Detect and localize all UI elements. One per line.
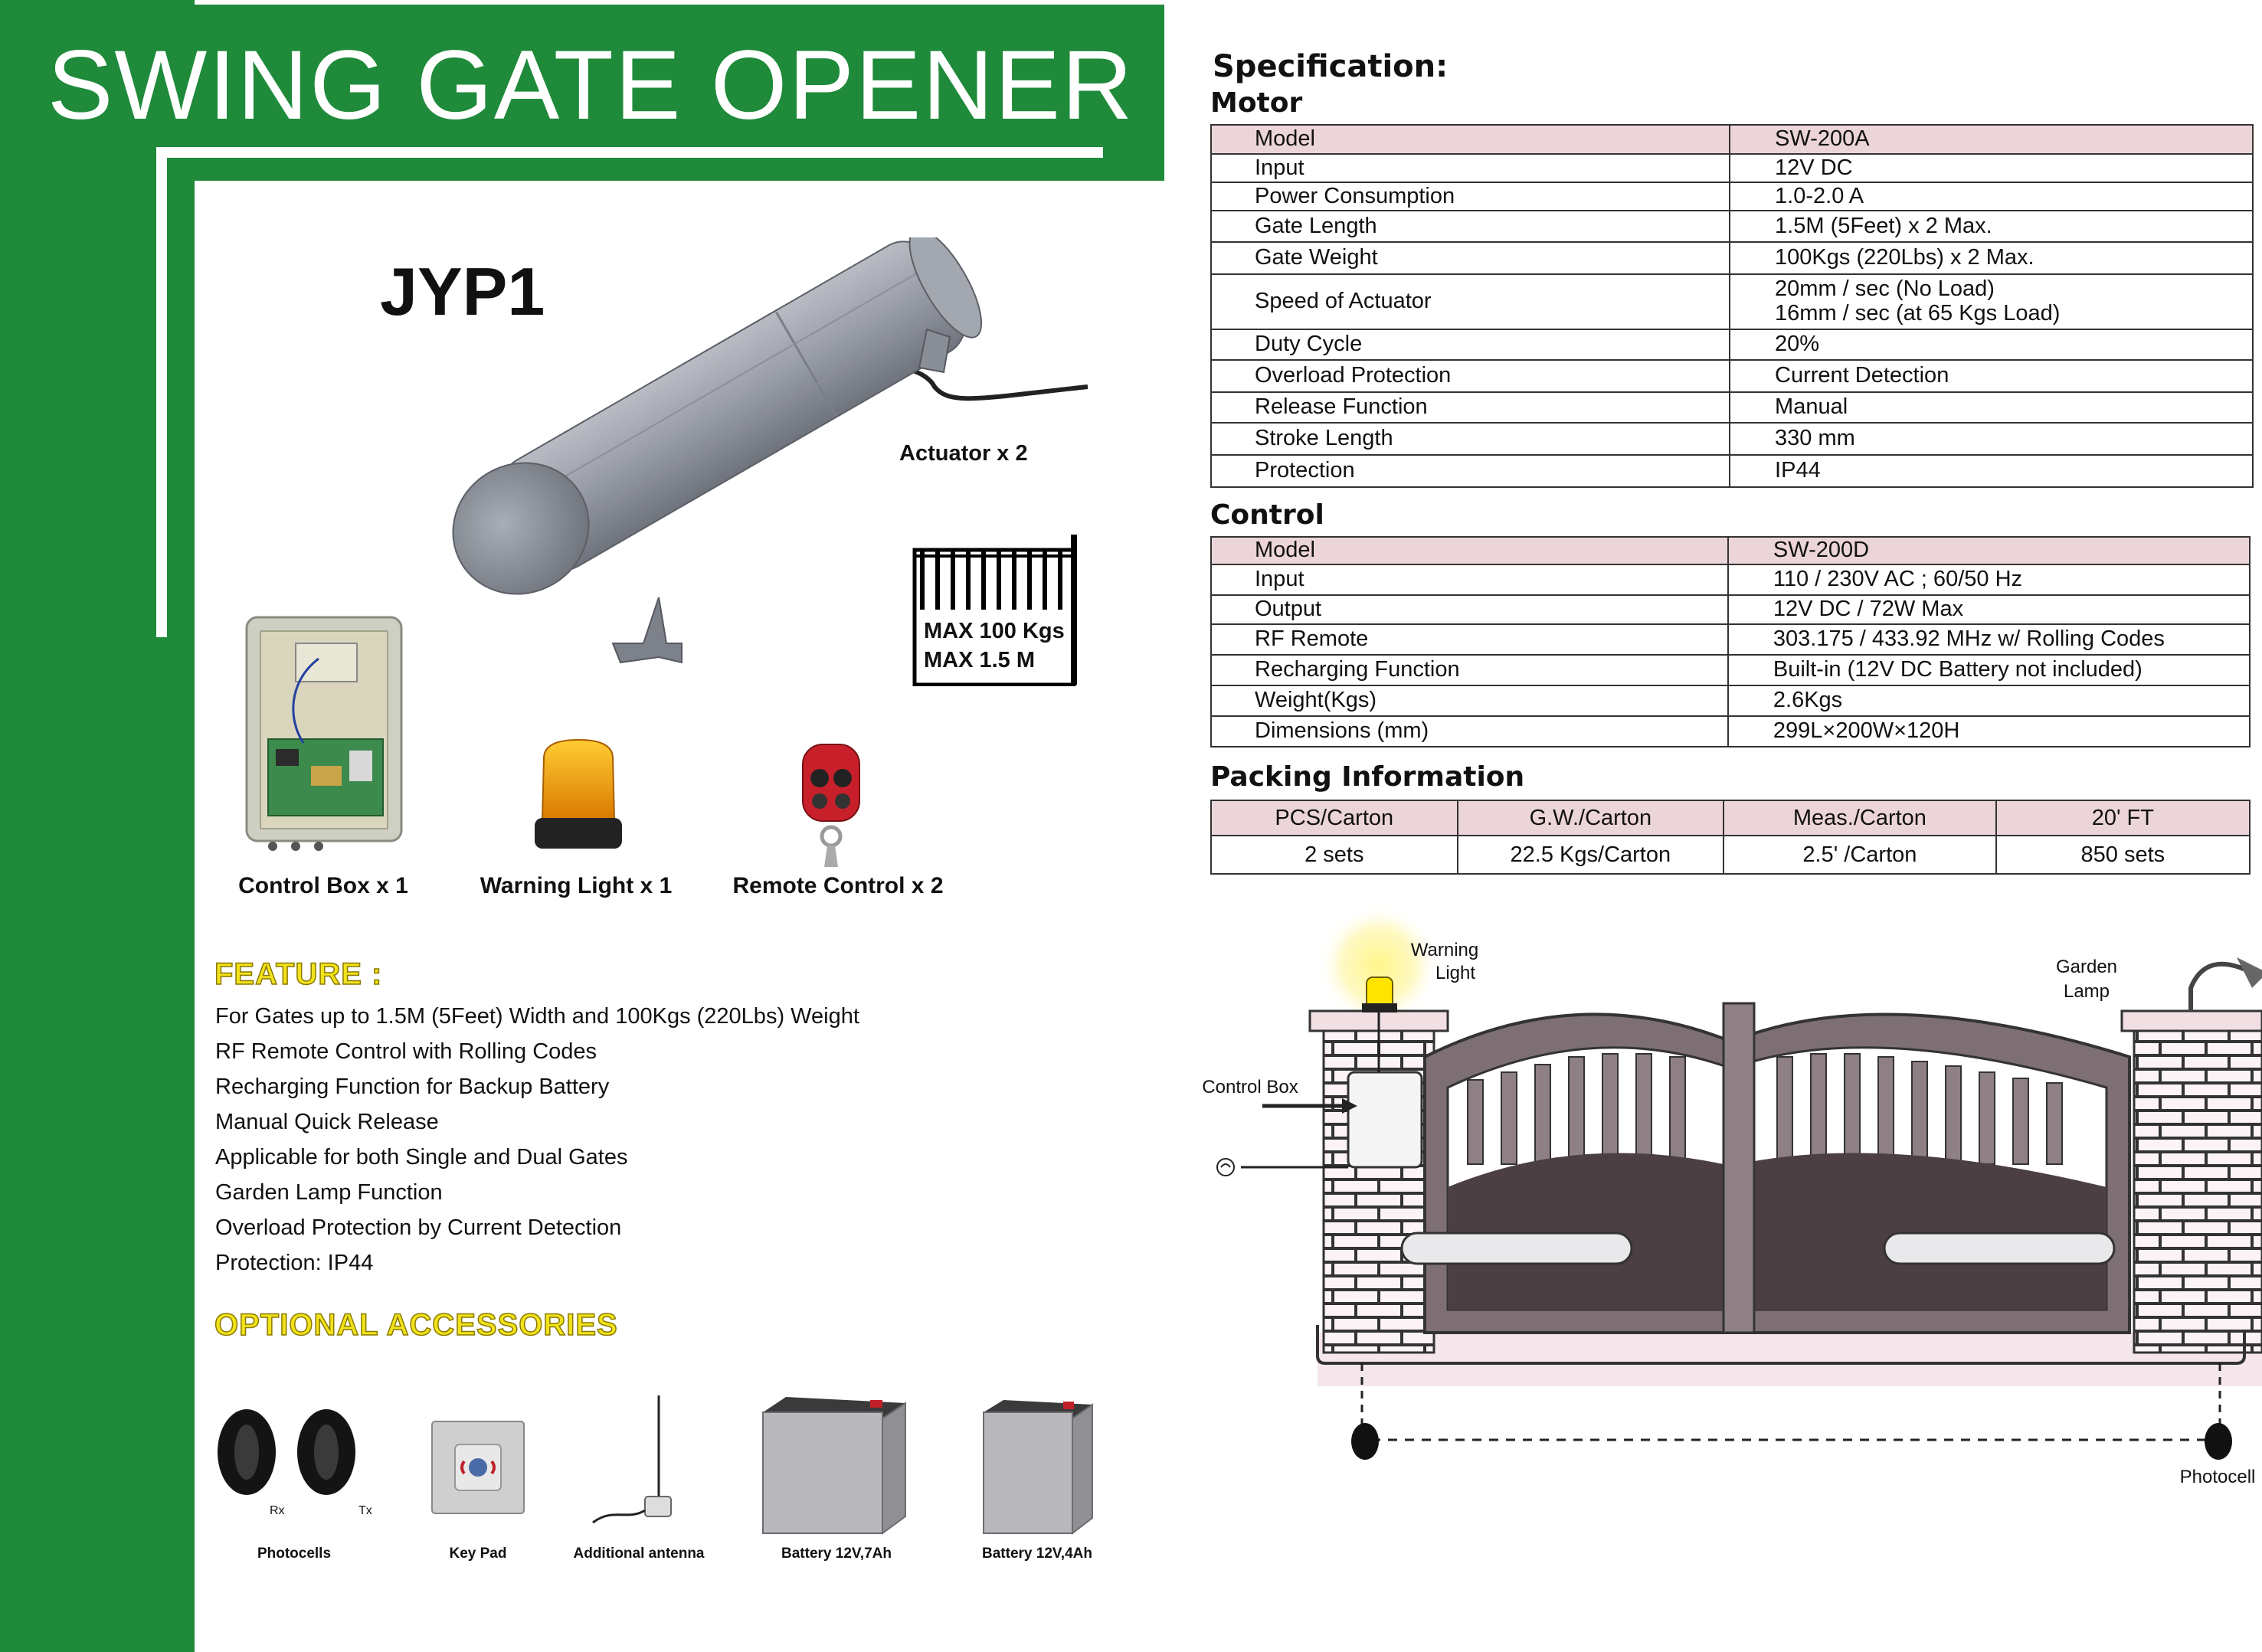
spec-value: 110 / 230V AC ; 60/50 Hz — [1728, 564, 2250, 595]
packing-title: Packing Information — [1210, 761, 1525, 793]
feature-heading: FEATURE : — [214, 957, 383, 991]
spec-value: SW-200A — [1730, 125, 2253, 154]
packing-value: 22.5 Kgs/Carton — [1458, 836, 1724, 874]
spec-value: 12V DC — [1730, 154, 2253, 182]
spec-value: 303.175 / 433.92 MHz w/ Rolling Codes — [1728, 624, 2250, 655]
spec-row — [1211, 154, 2253, 182]
warning-light-image — [529, 735, 628, 858]
photocell-caption: Photocell — [2179, 1467, 2256, 1487]
feature-item: Garden Lamp Function — [215, 1180, 443, 1205]
spec-row — [1211, 716, 2250, 747]
spec-key: RF Remote — [1211, 624, 1728, 655]
key-pad-label: Key Pad — [449, 1546, 507, 1562]
spec-key: Model — [1211, 537, 1728, 564]
packing-table — [1210, 800, 2251, 875]
banner-top-line — [195, 0, 1164, 5]
spec-row — [1211, 564, 2250, 595]
spec-key: Protection — [1211, 455, 1730, 487]
spec-row — [1211, 537, 2250, 564]
feature-item: RF Remote Control with Rolling Codes — [215, 1039, 597, 1064]
feature-item: Recharging Function for Backup Battery — [215, 1075, 610, 1099]
key-pad-image — [429, 1418, 527, 1516]
spec-value: 20% — [1730, 329, 2253, 360]
antenna-image — [590, 1392, 674, 1538]
control-box-label: Control Box x 1 — [238, 873, 408, 898]
motor-title: Motor — [1210, 87, 1303, 119]
spec-key: Release Function — [1211, 392, 1730, 423]
packing-header: PCS/Carton — [1211, 800, 1458, 836]
speed-no-load: 20mm / sec (No Load) — [1775, 276, 1995, 302]
battery-7ah-label: Battery 12V,7Ah — [781, 1546, 892, 1562]
packing-header: Meas./Carton — [1724, 800, 1996, 836]
warning-light-caption-1: Warning — [1410, 940, 1479, 960]
spec-row — [1211, 392, 2253, 423]
warning-light-label: Warning Light x 1 — [480, 873, 673, 898]
packing-header-row — [1211, 800, 2250, 836]
antenna-label: Additional antenna — [573, 1546, 705, 1562]
max-weight-label: MAX 100 Kgs — [924, 619, 1065, 643]
battery-4ah-image — [977, 1397, 1097, 1536]
garden-lamp-caption-1: Garden — [2055, 957, 2118, 977]
packing-header: G.W./Carton — [1458, 800, 1724, 836]
tx-label: Tx — [358, 1504, 372, 1517]
model-name: JYP1 — [380, 254, 545, 329]
specification-title: Specification: — [1213, 49, 1449, 84]
warning-light-caption-2: Light — [1435, 963, 1476, 983]
feature-item: For Gates up to 1.5M (5Feet) Width and 100Kgs (220Lbs) Weight — [215, 1004, 859, 1029]
spec-row — [1211, 360, 2253, 392]
feature-item: Applicable for both Single and Dual Gates — [215, 1145, 628, 1169]
banner-underline — [156, 147, 1103, 158]
motor-spec-table — [1210, 124, 2254, 488]
spec-value: 2.6Kgs — [1728, 685, 2250, 716]
speed-loaded: 16mm / sec (at 65 Kgs Load) — [1775, 301, 2061, 325]
packing-value: 2.5' /Carton — [1724, 836, 1996, 874]
side-white-line — [156, 147, 167, 637]
remote-control-image — [797, 740, 866, 870]
spec-key: Dimensions (mm) — [1211, 716, 1728, 747]
spec-key: Stroke Length — [1211, 423, 1730, 455]
spec-key: Output — [1211, 595, 1728, 624]
spec-key: Speed of Actuator — [1211, 274, 1730, 329]
packing-value: 850 sets — [1996, 836, 2250, 874]
spec-value: Manual — [1730, 392, 2253, 423]
spec-value: IP44 — [1730, 455, 2253, 487]
control-box-image — [242, 613, 406, 852]
spec-row — [1211, 595, 2250, 624]
spec-value: 1.5M (5Feet) x 2 Max. — [1730, 211, 2253, 242]
spec-key: Recharging Function — [1211, 655, 1728, 685]
garden-lamp-caption-2: Lamp — [2063, 981, 2110, 1002]
spec-value: Built-in (12V DC Battery not included) — [1728, 655, 2250, 685]
packing-value-row — [1211, 836, 2250, 874]
spec-value: 100Kgs (220Lbs) x 2 Max. — [1730, 242, 2253, 274]
spec-key: Duty Cycle — [1211, 329, 1730, 360]
battery-7ah-image — [755, 1394, 908, 1536]
spec-value: 330 mm — [1730, 423, 2253, 455]
spec-value: SW-200D — [1728, 537, 2250, 564]
spec-key: Weight(Kgs) — [1211, 685, 1728, 716]
spec-key: Gate Length — [1211, 211, 1730, 242]
battery-4ah-label: Battery 12V,4Ah — [982, 1546, 1092, 1562]
feature-item: Manual Quick Release — [215, 1110, 439, 1134]
spec-row — [1211, 329, 2253, 360]
spec-row — [1211, 655, 2250, 685]
feature-item: Protection: IP44 — [215, 1251, 374, 1275]
spec-row — [1211, 242, 2253, 274]
spec-value: 299L×200W×120H — [1728, 716, 2250, 747]
spec-value: 12V DC / 72W Max — [1728, 595, 2250, 624]
control-box-caption: Control Box — [1202, 1077, 1298, 1098]
control-spec-table — [1210, 536, 2251, 747]
actuator-label: Actuator x 2 — [899, 441, 1028, 466]
spec-key: Input — [1211, 564, 1728, 595]
spec-row — [1211, 274, 2253, 329]
feature-item: Overload Protection by Current Detection — [215, 1215, 622, 1240]
spec-key: Power Consumption — [1211, 182, 1730, 211]
spec-value: 1.0-2.0 A — [1730, 182, 2253, 211]
spec-row — [1211, 455, 2253, 487]
spec-row — [1211, 685, 2250, 716]
packing-header: 20' FT — [1996, 800, 2250, 836]
spec-value: Current Detection — [1730, 360, 2253, 392]
spec-row — [1211, 624, 2250, 655]
rx-label: Rx — [270, 1504, 285, 1517]
max-length-label: MAX 1.5 M — [924, 648, 1036, 672]
spec-row — [1211, 125, 2253, 154]
photocells-label: Photocells — [257, 1546, 332, 1562]
control-title: Control — [1210, 499, 1324, 531]
photocells-image — [214, 1406, 365, 1513]
spec-row — [1211, 182, 2253, 211]
spec-key: Overload Protection — [1211, 360, 1730, 392]
page-title: SWING GATE OPENER — [47, 31, 1134, 140]
spec-row — [1211, 211, 2253, 242]
spec-key: Input — [1211, 154, 1730, 182]
spec-key: Model — [1211, 125, 1730, 154]
spec-key: Gate Weight — [1211, 242, 1730, 274]
spec-value — [1730, 274, 2253, 329]
optional-accessories-heading: OPTIONAL ACCESSORIES — [214, 1308, 618, 1342]
remote-control-label: Remote Control x 2 — [732, 873, 944, 898]
spec-row — [1211, 423, 2253, 455]
packing-value: 2 sets — [1211, 836, 1458, 874]
